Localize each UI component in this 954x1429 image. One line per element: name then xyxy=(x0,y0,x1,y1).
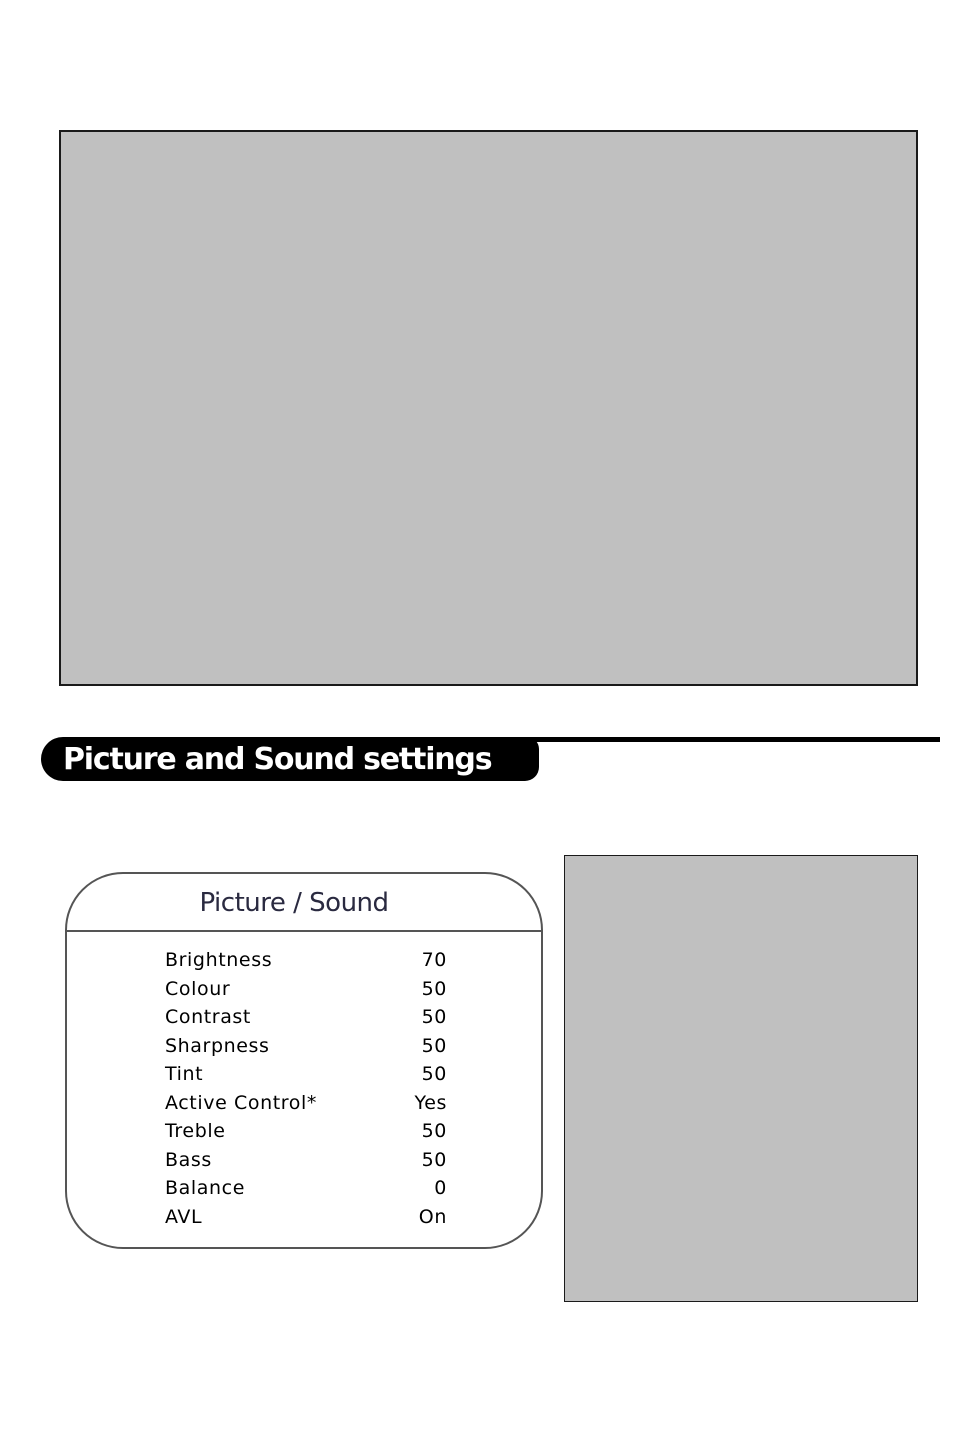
menu-item-value: 0 xyxy=(434,1177,447,1200)
side-gray-panel xyxy=(564,855,918,1302)
menu-item-label: Tint xyxy=(165,1063,204,1086)
menu-item-contrast[interactable] xyxy=(165,1003,447,1032)
menu-item-value: 50 xyxy=(421,1034,447,1057)
menu-item-brightness[interactable] xyxy=(165,946,447,975)
menu-item-label: Contrast xyxy=(165,1006,251,1029)
menu-item-value: 50 xyxy=(421,977,447,1000)
menu-item-value: 70 xyxy=(421,949,447,972)
menu-item-label: Bass xyxy=(165,1148,212,1171)
menu-item-label: Treble xyxy=(165,1120,226,1143)
menu-item-balance[interactable] xyxy=(165,1174,447,1203)
menu-item-label: Sharpness xyxy=(165,1034,270,1057)
menu-item-value: 50 xyxy=(421,1063,447,1086)
menu-item-label: Active Control* xyxy=(165,1091,317,1114)
section-header-tab xyxy=(41,737,539,781)
menu-item-colour[interactable] xyxy=(165,975,447,1004)
menu-item-active-control[interactable] xyxy=(165,1089,447,1118)
section-rule xyxy=(520,737,940,742)
section-title: Picture and Sound settings xyxy=(63,741,492,777)
menu-item-value: On xyxy=(418,1205,447,1228)
menu-item-value: 50 xyxy=(421,1148,447,1171)
picture-sound-menu xyxy=(65,872,543,1249)
menu-item-bass[interactable] xyxy=(165,1146,447,1175)
menu-item-value: Yes xyxy=(414,1091,447,1114)
menu-divider xyxy=(65,930,543,932)
menu-item-label: Colour xyxy=(165,977,231,1000)
menu-item-tint[interactable] xyxy=(165,1060,447,1089)
menu-item-sharpness[interactable] xyxy=(165,1032,447,1061)
menu-list xyxy=(165,946,447,1231)
menu-item-avl[interactable] xyxy=(165,1203,447,1232)
menu-item-value: 50 xyxy=(421,1120,447,1143)
menu-item-label: Brightness xyxy=(165,949,273,972)
menu-title: Picture / Sound xyxy=(199,888,389,918)
menu-item-treble[interactable] xyxy=(165,1117,447,1146)
top-gray-panel xyxy=(59,130,918,686)
menu-item-label: AVL xyxy=(165,1205,203,1228)
menu-item-value: 50 xyxy=(421,1006,447,1029)
menu-item-label: Balance xyxy=(165,1177,245,1200)
